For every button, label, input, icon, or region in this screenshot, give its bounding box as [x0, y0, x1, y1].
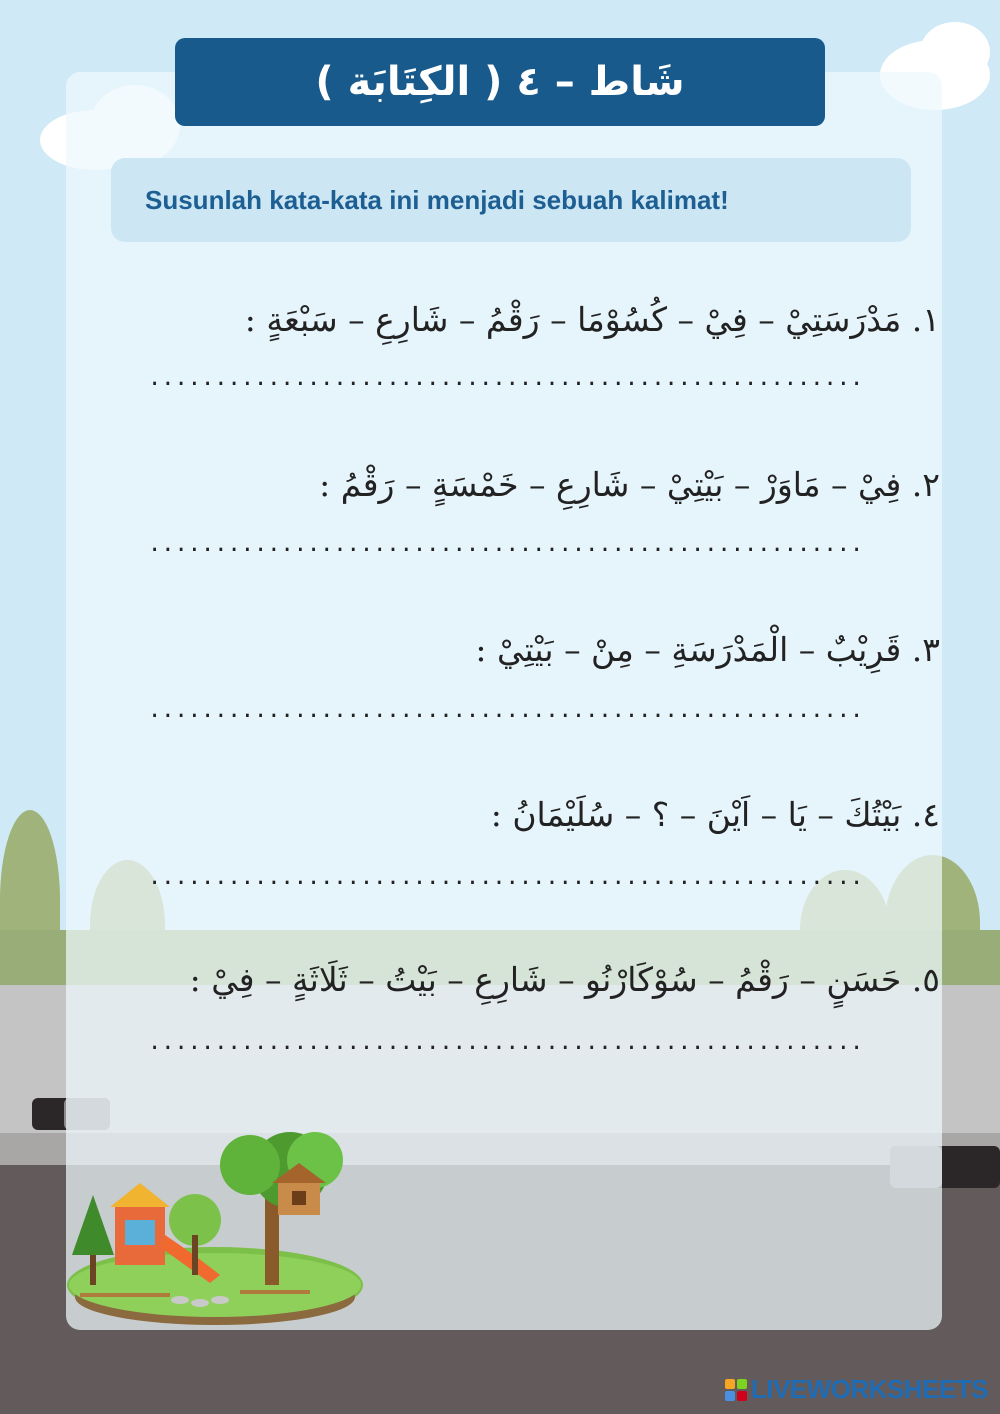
page-title: شَاط – ٤ ( الكِتَابَة ): [315, 59, 685, 105]
liveworksheets-logo-icon: [725, 1379, 747, 1401]
title-banner: [175, 38, 825, 126]
instruction-box: [111, 158, 911, 242]
playground-illustration: [60, 1125, 365, 1330]
question-2: ٢. فِيْ – مَاوَرْ – بَيْتِيْ – شَارِعِ – خَمْسَةٍ – رَقْمُ :: [319, 465, 940, 504]
answer-field-3[interactable]: [148, 698, 864, 728]
question-3: ٣. قَرِيْبٌ – الْمَدْرَسَةِ – مِنْ – بَيْتِيْ :: [475, 630, 940, 669]
question-5: ٥. حَسَنٍ – رَقْمُ – سُوْكَارْنُو – شَارِعِ – بَيْتُ – ثَلَاثَةٍ – فِيْ :: [189, 960, 940, 999]
question-1: ١. مَدْرَسَتِيْ – فِيْ – كُسُوْمَا – رَقْمُ – شَارِعِ – سَبْعَةٍ :: [244, 300, 940, 339]
answer-field-2[interactable]: [148, 532, 864, 562]
answer-field-5[interactable]: [148, 1030, 864, 1060]
instruction-text: Susunlah kata-kata ini menjadi sebuah kalimat!: [145, 184, 729, 215]
liveworksheets-logo[interactable]: [725, 1374, 988, 1405]
question-4: ٤. بَيْتُكَ – يَا – اَيْنَ – ؟ – سُلَيْمَانُ :: [490, 795, 940, 834]
answer-field-4[interactable]: [148, 865, 864, 895]
answer-field-1[interactable]: [148, 366, 864, 396]
logo-text: LIVEWORKSHEETS: [750, 1374, 988, 1404]
